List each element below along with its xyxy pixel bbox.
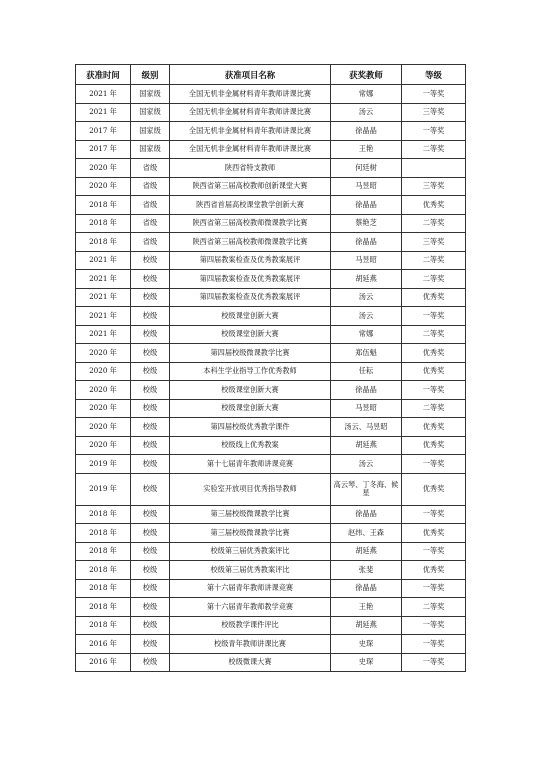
cell-project: 校级第三届优秀教案评比 — [170, 561, 331, 580]
cell-project: 实验室开放项目优秀指导教师 — [170, 473, 331, 505]
cell-level: 校级 — [131, 505, 170, 524]
cell-project: 校级微课大赛 — [170, 653, 331, 672]
cell-date: 2020 年 — [76, 159, 131, 178]
table-row — [76, 381, 466, 400]
cell-grade: 一等奖 — [402, 122, 466, 141]
cell-grade: 优秀奖 — [402, 524, 466, 543]
cell-project: 陕西省第三届高校教师微课教学比赛 — [170, 214, 331, 233]
cell-teacher: 胡延燕 — [331, 616, 402, 635]
table-row — [76, 362, 466, 381]
cell-project: 校级青年教师讲课比赛 — [170, 635, 331, 654]
cell-teacher: 常娜 — [331, 85, 402, 104]
cell-project: 陕西省第三届高校教师微课教学比赛 — [170, 233, 331, 252]
table-row — [76, 436, 466, 455]
cell-teacher: 高云琴、丁冬海、候星 — [331, 473, 402, 505]
cell-project: 校级课堂创新大赛 — [170, 399, 331, 418]
awards-table — [75, 64, 466, 672]
cell-teacher: 胡延燕 — [331, 542, 402, 561]
cell-teacher: 徐晶晶 — [331, 505, 402, 524]
table-row — [76, 159, 466, 178]
cell-teacher: 蔡艳芝 — [331, 214, 402, 233]
cell-grade: 二等奖 — [402, 399, 466, 418]
table-row — [76, 635, 466, 654]
table-row — [76, 542, 466, 561]
cell-grade: 优秀奖 — [402, 362, 466, 381]
table-row — [76, 561, 466, 580]
table-row — [76, 579, 466, 598]
cell-teacher: 史琛 — [331, 635, 402, 654]
cell-date: 2020 年 — [76, 399, 131, 418]
cell-project: 本科生学业指导工作优秀教师 — [170, 362, 331, 381]
cell-grade: 三等奖 — [402, 103, 466, 122]
cell-level: 省级 — [131, 214, 170, 233]
table-row — [76, 505, 466, 524]
table-row — [76, 473, 466, 505]
cell-teacher: 张斐 — [331, 561, 402, 580]
cell-level: 国家级 — [131, 122, 170, 141]
cell-project: 第四届教案检查及优秀教案展评 — [170, 270, 331, 289]
cell-date: 2020 年 — [76, 381, 131, 400]
cell-teacher: 汤云 — [331, 103, 402, 122]
cell-teacher: 徐晶晶 — [331, 233, 402, 252]
cell-level: 省级 — [131, 196, 170, 215]
cell-teacher: 胡延燕 — [331, 436, 402, 455]
cell-date: 2021 年 — [76, 288, 131, 307]
table-row — [76, 288, 466, 307]
cell-date: 2019 年 — [76, 473, 131, 505]
cell-project: 第四届校级微课教学比赛 — [170, 344, 331, 363]
table-row — [76, 344, 466, 363]
cell-grade: 二等奖 — [402, 214, 466, 233]
cell-teacher: 赵纬、王森 — [331, 524, 402, 543]
cell-level: 国家级 — [131, 85, 170, 104]
cell-level: 省级 — [131, 177, 170, 196]
table-body — [76, 85, 466, 672]
cell-teacher: 何廷树 — [331, 159, 402, 178]
cell-project: 第十六届青年教师讲课竞赛 — [170, 579, 331, 598]
table-row — [76, 653, 466, 672]
cell-date: 2018 年 — [76, 579, 131, 598]
table-row — [76, 307, 466, 326]
cell-level: 省级 — [131, 233, 170, 252]
cell-project: 全国无机非金属材料青年教师讲课比赛 — [170, 103, 331, 122]
cell-teacher: 徐晶晶 — [331, 579, 402, 598]
cell-date: 2018 年 — [76, 233, 131, 252]
table-row — [76, 233, 466, 252]
header-date: 获准时间 — [76, 65, 131, 85]
cell-grade: 优秀奖 — [402, 561, 466, 580]
cell-level: 校级 — [131, 251, 170, 270]
cell-date: 2016 年 — [76, 635, 131, 654]
cell-level: 省级 — [131, 159, 170, 178]
cell-date: 2020 年 — [76, 362, 131, 381]
cell-teacher: 徐晶晶 — [331, 122, 402, 141]
cell-date: 2021 年 — [76, 325, 131, 344]
cell-level: 校级 — [131, 616, 170, 635]
cell-level: 校级 — [131, 307, 170, 326]
cell-grade: 一等奖 — [402, 85, 466, 104]
header-teacher: 获奖教师 — [331, 65, 402, 85]
cell-project: 校级课堂创新大赛 — [170, 325, 331, 344]
cell-grade: 优秀奖 — [402, 288, 466, 307]
table-row — [76, 122, 466, 141]
cell-date: 2016 年 — [76, 653, 131, 672]
cell-grade: 优秀奖 — [402, 418, 466, 437]
table-row — [76, 524, 466, 543]
header-row — [76, 65, 466, 85]
cell-level: 校级 — [131, 270, 170, 289]
cell-grade: 一等奖 — [402, 307, 466, 326]
cell-date: 2018 年 — [76, 616, 131, 635]
cell-grade: 优秀奖 — [402, 473, 466, 505]
table-row — [76, 214, 466, 233]
cell-date: 2021 年 — [76, 307, 131, 326]
table-row — [76, 598, 466, 617]
cell-level: 校级 — [131, 579, 170, 598]
cell-grade — [402, 159, 466, 178]
cell-project: 校级第三届优秀教案评比 — [170, 542, 331, 561]
cell-project: 第四届教案检查及优秀教案展评 — [170, 251, 331, 270]
table-row — [76, 325, 466, 344]
cell-date: 2020 年 — [76, 344, 131, 363]
cell-date: 2018 年 — [76, 561, 131, 580]
cell-grade: 一等奖 — [402, 635, 466, 654]
table-row — [76, 103, 466, 122]
cell-grade: 二等奖 — [402, 270, 466, 289]
cell-grade: 一等奖 — [402, 579, 466, 598]
cell-project: 全国无机非金属材料青年教师讲课比赛 — [170, 122, 331, 141]
cell-level: 校级 — [131, 418, 170, 437]
cell-teacher: 徐晶晶 — [331, 196, 402, 215]
cell-teacher: 汤云、马昱昭 — [331, 418, 402, 437]
cell-project: 陕西省特支教师 — [170, 159, 331, 178]
cell-teacher: 马昱昭 — [331, 399, 402, 418]
cell-teacher: 汤云 — [331, 307, 402, 326]
cell-project: 陕西省第三届高校教师创新课堂大赛 — [170, 177, 331, 196]
table-row — [76, 196, 466, 215]
table-row — [76, 177, 466, 196]
cell-date: 2017 年 — [76, 140, 131, 159]
cell-date: 2018 年 — [76, 524, 131, 543]
cell-grade: 一等奖 — [402, 653, 466, 672]
cell-project: 校级课堂创新大赛 — [170, 307, 331, 326]
header-project: 获准项目名称 — [170, 65, 331, 85]
cell-grade: 优秀奖 — [402, 196, 466, 215]
cell-project: 全国无机非金属材料青年教师讲课比赛 — [170, 85, 331, 104]
header-level: 级别 — [131, 65, 170, 85]
cell-date: 2020 年 — [76, 436, 131, 455]
cell-teacher: 汤云 — [331, 288, 402, 307]
cell-teacher: 马昱昭 — [331, 177, 402, 196]
cell-project: 第十六届青年教师教学竞赛 — [170, 598, 331, 617]
cell-level: 校级 — [131, 561, 170, 580]
cell-level: 校级 — [131, 473, 170, 505]
cell-date: 2021 年 — [76, 251, 131, 270]
cell-project: 第三届校级微课教学比赛 — [170, 524, 331, 543]
cell-level: 校级 — [131, 455, 170, 474]
cell-date: 2019 年 — [76, 455, 131, 474]
table-row — [76, 455, 466, 474]
cell-date: 2020 年 — [76, 418, 131, 437]
cell-level: 校级 — [131, 436, 170, 455]
cell-grade: 二等奖 — [402, 325, 466, 344]
cell-date: 2018 年 — [76, 542, 131, 561]
cell-date: 2021 年 — [76, 85, 131, 104]
cell-grade: 一等奖 — [402, 455, 466, 474]
cell-teacher: 徐晶晶 — [331, 381, 402, 400]
cell-teacher: 郑伍魁 — [331, 344, 402, 363]
cell-project: 校级线上优秀教案 — [170, 436, 331, 455]
cell-level: 校级 — [131, 381, 170, 400]
cell-date: 2018 年 — [76, 505, 131, 524]
cell-teacher: 王艳 — [331, 598, 402, 617]
cell-teacher: 常娜 — [331, 325, 402, 344]
cell-grade: 二等奖 — [402, 140, 466, 159]
table-row — [76, 140, 466, 159]
cell-grade: 优秀奖 — [402, 344, 466, 363]
cell-level: 校级 — [131, 653, 170, 672]
cell-level: 校级 — [131, 362, 170, 381]
cell-grade: 一等奖 — [402, 616, 466, 635]
cell-grade: 一等奖 — [402, 542, 466, 561]
cell-level: 校级 — [131, 542, 170, 561]
cell-teacher: 任耘 — [331, 362, 402, 381]
table-row — [76, 270, 466, 289]
cell-teacher: 史琛 — [331, 653, 402, 672]
cell-date: 2018 年 — [76, 214, 131, 233]
cell-level: 校级 — [131, 524, 170, 543]
cell-level: 国家级 — [131, 140, 170, 159]
cell-level: 校级 — [131, 344, 170, 363]
cell-grade: 三等奖 — [402, 177, 466, 196]
cell-project: 全国无机非金属材料青年教师讲课比赛 — [170, 140, 331, 159]
cell-date: 2018 年 — [76, 196, 131, 215]
table-header — [76, 65, 466, 85]
cell-project: 陕西省首届高校课堂教学创新大赛 — [170, 196, 331, 215]
table-row — [76, 251, 466, 270]
cell-grade: 一等奖 — [402, 381, 466, 400]
cell-project: 校级教学课件评比 — [170, 616, 331, 635]
cell-grade: 二等奖 — [402, 251, 466, 270]
cell-grade: 一等奖 — [402, 505, 466, 524]
cell-level: 校级 — [131, 288, 170, 307]
table-row — [76, 418, 466, 437]
cell-project: 校级课堂创新大赛 — [170, 381, 331, 400]
cell-project: 第四届教案检查及优秀教案展评 — [170, 288, 331, 307]
cell-level: 校级 — [131, 325, 170, 344]
cell-date: 2017 年 — [76, 122, 131, 141]
cell-project: 第十七届青年教师讲课竞赛 — [170, 455, 331, 474]
table-row — [76, 616, 466, 635]
table-row — [76, 85, 466, 104]
cell-level: 校级 — [131, 598, 170, 617]
cell-teacher: 王艳 — [331, 140, 402, 159]
cell-grade: 二等奖 — [402, 598, 466, 617]
cell-level: 校级 — [131, 399, 170, 418]
cell-date: 2020 年 — [76, 177, 131, 196]
cell-teacher: 马昱昭 — [331, 251, 402, 270]
cell-date: 2021 年 — [76, 270, 131, 289]
cell-project: 第四届校级优秀教学课件 — [170, 418, 331, 437]
cell-project: 第三届校级微课教学比赛 — [170, 505, 331, 524]
cell-date: 2021 年 — [76, 103, 131, 122]
cell-teacher: 胡延燕 — [331, 270, 402, 289]
cell-teacher: 汤云 — [331, 455, 402, 474]
cell-grade: 优秀奖 — [402, 436, 466, 455]
table-row — [76, 399, 466, 418]
cell-level: 校级 — [131, 635, 170, 654]
cell-date: 2018 年 — [76, 598, 131, 617]
cell-grade: 三等奖 — [402, 233, 466, 252]
cell-level: 国家级 — [131, 103, 170, 122]
header-grade: 等级 — [402, 65, 466, 85]
